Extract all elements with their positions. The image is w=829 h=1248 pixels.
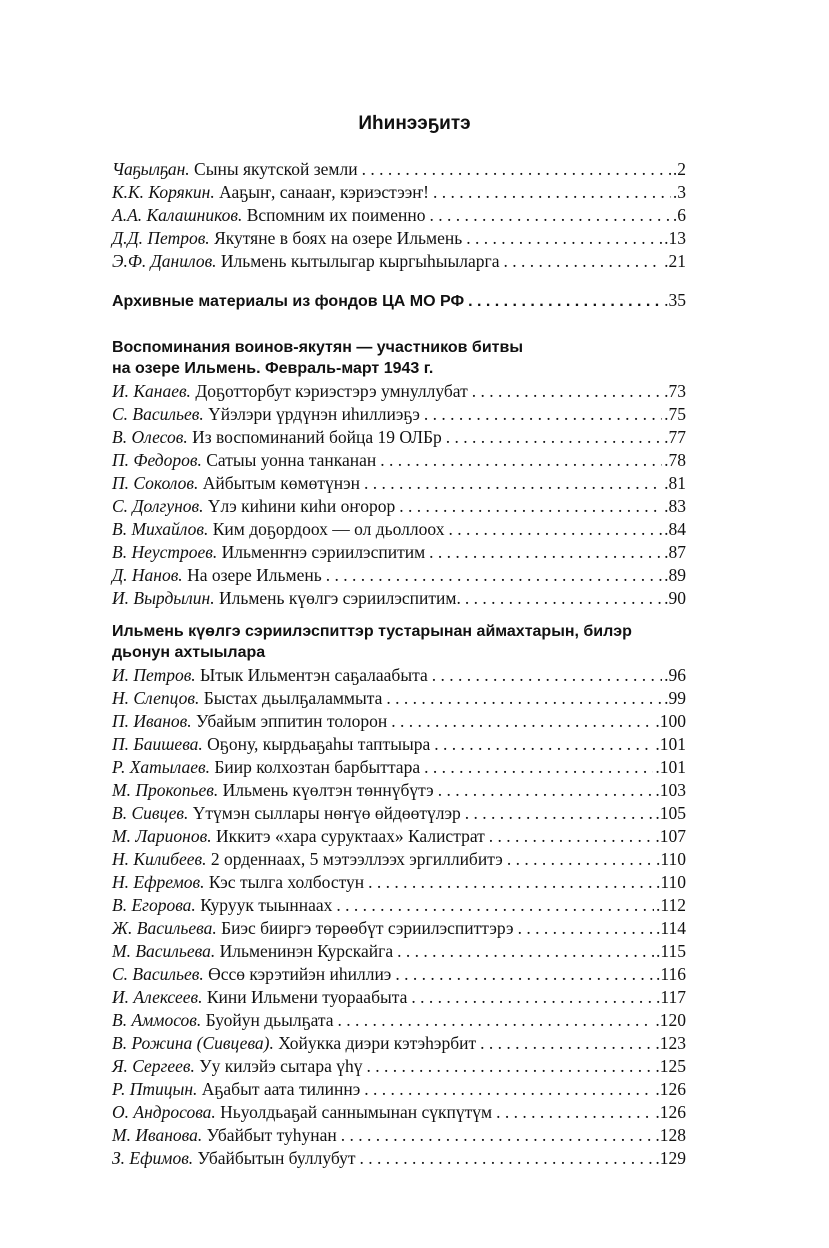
toc-entry (112, 403, 686, 426)
toc-entry (112, 587, 686, 610)
toc-entry (112, 779, 686, 802)
toc-entry (112, 894, 686, 917)
leader-dots (337, 1124, 654, 1147)
entry-page: .21 (664, 251, 686, 271)
leader-dots (358, 158, 671, 181)
section1-heading (112, 337, 686, 379)
entry-title (112, 825, 485, 848)
toc-entry (112, 687, 686, 710)
entry-title (112, 1032, 476, 1055)
entry-title (112, 495, 395, 518)
entry-author: Р. Птицын. (112, 1079, 198, 1099)
entry-text: Ильмень күөлтэн төннүбүтэ (222, 780, 434, 800)
toc-entry (112, 564, 686, 587)
entry-text: Аҕабыт аата тилиннэ (201, 1079, 361, 1099)
entry-author: М. Иванова. (112, 1125, 203, 1145)
entry-text: Ким доҕордоох — ол дьоллоох (212, 519, 445, 539)
entry-text: Буойун дьылҕата (205, 1010, 334, 1030)
entry-author: В. Олесов. (112, 427, 188, 447)
toc-entry (112, 204, 686, 227)
entry-title (112, 181, 429, 204)
entry-page: .123 (655, 1033, 686, 1053)
entry-page: .89 (664, 565, 686, 585)
entry-author: З. Ефимов. (112, 1148, 194, 1168)
entry-title (112, 848, 503, 871)
entry-page: .110 (656, 872, 686, 892)
entry-text: Якутяне в боях на озере Ильмень (214, 228, 463, 248)
entry-author: Ж. Васильева. (112, 918, 217, 938)
entry-title (112, 917, 514, 940)
page-title: Иһинээҕитэ (358, 113, 471, 134)
entry-author: В. Аммосов. (112, 1010, 202, 1030)
entry-page: .6 (672, 205, 686, 225)
leader-dots (362, 1055, 653, 1078)
entry-page: .128 (655, 1125, 686, 1145)
entry-page: .77 (664, 427, 686, 447)
entry-title (112, 1009, 334, 1032)
entry-page: .129 (655, 1148, 686, 1168)
leader-dots (462, 227, 662, 250)
entry-title (112, 733, 430, 756)
entry-text: Ньуолдьаҕай саннымынан сүкпүтүм (220, 1102, 493, 1122)
entry-text: Үлэ киһини киһи оҥорор (207, 496, 396, 516)
entry-title (112, 1101, 492, 1124)
entry-page: .115 (656, 941, 686, 961)
entry-author: М. Ларионов. (112, 826, 212, 846)
entry-author: В. Неустроев. (112, 542, 218, 562)
leader-dots (503, 848, 654, 871)
section1-heading-line1: Воспоминания воинов-якутян — участников битвы (112, 339, 523, 356)
entry-text: Оҕону, кырдьаҕаһы таптыыра (207, 734, 431, 754)
entry-author: М. Васильева. (112, 941, 216, 961)
leader-dots (468, 380, 662, 403)
entry-text: Убайбытын буллубут (197, 1148, 356, 1168)
entry-page: .101 (655, 757, 686, 777)
entry-text: Ильменҥнэ сэриилэспитим (221, 542, 426, 562)
intro-list (112, 158, 686, 273)
toc-entry (112, 1055, 686, 1078)
entry-page: .84 (664, 519, 686, 539)
leader-dots (360, 472, 662, 495)
entry-page: .78 (664, 450, 686, 470)
entry-title (112, 802, 461, 825)
entry-author: Н. Слепцов. (112, 688, 200, 708)
entry-author: А.А. Калашников. (112, 205, 243, 225)
entry-text: Доҕотторбут кэриэстэрэ умнуллубат (195, 381, 468, 401)
toc-entry (112, 449, 686, 472)
entry-author: Чаҕылҕан. (112, 159, 190, 179)
entry-title (112, 963, 391, 986)
entry-text: Убайбыт туһунан (206, 1125, 337, 1145)
leader-dots (464, 290, 662, 313)
entry-page: .90 (664, 588, 686, 608)
toc-entry (112, 756, 686, 779)
entry-title (112, 710, 387, 733)
section2-heading-line1: Ильмень күөлгэ сэриилэспиттэр тустарынан аймахтарын, билэр (112, 623, 632, 640)
entry-text: Кэс тылга холбостун (208, 872, 365, 892)
entry-text: Сыны якутской земли (194, 159, 358, 179)
entry-page: .35 (664, 290, 686, 310)
toc-entry (112, 986, 686, 1009)
entry-page: .126 (655, 1102, 686, 1122)
entry-page: .114 (656, 918, 686, 938)
entry-title (112, 403, 420, 426)
entry-title (112, 894, 332, 917)
leader-dots (476, 1032, 653, 1055)
entry-author: Р. Хатылаев. (112, 757, 210, 777)
leader-dots (387, 710, 653, 733)
toc-entry (112, 802, 686, 825)
entry-text: Хойукка диэри кэтэһэрбит (278, 1033, 477, 1053)
entry-title (112, 472, 360, 495)
section1 (112, 337, 686, 610)
leader-dots (420, 756, 653, 779)
leader-dots (395, 495, 662, 518)
entry-author: О. Андросова. (112, 1102, 216, 1122)
leader-dots (393, 940, 654, 963)
toc-entry (112, 289, 686, 312)
entry-text: Из воспоминаний бойца 19 ОЛБр (192, 427, 442, 447)
leader-dots (461, 587, 662, 610)
leader-dots (425, 541, 662, 564)
entry-title (112, 541, 425, 564)
toc-entry (112, 1009, 686, 1032)
leader-dots (499, 250, 662, 273)
toc-entry (112, 917, 686, 940)
entry-text: Ааҕыҥ, санааҥ, кэриэстээҥ! (219, 182, 430, 202)
entry-page: .125 (655, 1056, 686, 1076)
entry-author: Н. Ефремов. (112, 872, 205, 892)
toc-entry (112, 426, 686, 449)
section2-heading-line2: дьонун ахтыылара (112, 644, 266, 661)
entry-text: Ильмень күөлгэ сэриилэспитим. (218, 588, 461, 608)
entry-title (112, 518, 444, 541)
entry-text: Ытык Ильментэн саҕалаабыта (200, 665, 428, 685)
archive-entry-block (112, 289, 686, 312)
entry-text: Ильменинэн Курскайга (219, 941, 394, 961)
leader-dots (382, 687, 662, 710)
leader-dots (429, 181, 671, 204)
entry-text: Куруук тыыннаах (200, 895, 333, 915)
entry-author: В. Рожина (Сивцева). (112, 1033, 274, 1053)
entry-text: Уу килэйэ сытара үһү (199, 1056, 363, 1076)
entry-page: .3 (672, 182, 686, 202)
entry-page: .105 (655, 803, 686, 823)
toc-entry (112, 733, 686, 756)
leader-dots (426, 204, 671, 227)
entry-title (112, 449, 376, 472)
entry-text: Үйэлэри үрдүнэн иһиллиэҕэ (208, 404, 420, 424)
entry-page: .126 (655, 1079, 686, 1099)
toc-entry (112, 1032, 686, 1055)
entry-text: Үтүмэн сыллары нөҥүө өйдөөтүлэр (192, 803, 461, 823)
toc-entry (112, 825, 686, 848)
entry-page: .81 (664, 473, 686, 493)
leader-dots (430, 733, 653, 756)
toc-entry (112, 250, 686, 273)
leader-dots (420, 403, 662, 426)
entry-page: .13 (664, 228, 686, 248)
entry-page: .116 (656, 964, 686, 984)
entry-text: Ильмень кытылыгар кыргыһыыларга (220, 251, 500, 271)
toc-entry (112, 227, 686, 250)
entry-author: Э.Ф. Данилов. (112, 251, 217, 271)
entry-author: П. Иванов. (112, 711, 192, 731)
leader-dots (332, 894, 654, 917)
entry-title (112, 1055, 362, 1078)
entry-text: На озере Ильмень (187, 565, 322, 585)
entry-author: П. Баишева. (112, 734, 203, 754)
entry-title (112, 1078, 360, 1101)
entry-text: Өссө кэрэтийэн иһиллиэ (208, 964, 392, 984)
entry-page: .117 (656, 987, 686, 1007)
section1-list (112, 380, 686, 610)
entry-title: Архивные материалы из фондов ЦА МО РФ (112, 293, 465, 310)
leader-dots (376, 449, 662, 472)
entry-author: В. Егорова. (112, 895, 196, 915)
toc-entry (112, 1147, 686, 1170)
entry-title (112, 250, 499, 273)
toc-entry (112, 1078, 686, 1101)
entry-author: И. Канаев. (112, 381, 191, 401)
entry-author: В. Сивцев. (112, 803, 189, 823)
section2-heading (112, 621, 686, 663)
toc-entry (112, 541, 686, 564)
toc-entry (112, 1124, 686, 1147)
entry-title (112, 227, 462, 250)
leader-dots (434, 779, 654, 802)
entry-title (112, 664, 428, 687)
entry-page: .73 (664, 381, 686, 401)
entry-author: П. Федоров. (112, 450, 202, 470)
toc-entry (112, 1101, 686, 1124)
entry-author: П. Соколов. (112, 473, 199, 493)
entry-author: И. Вырдылин. (112, 588, 215, 608)
entry-author: С. Долгунов. (112, 496, 204, 516)
toc-entry (112, 940, 686, 963)
leader-dots (442, 426, 662, 449)
entry-title (112, 687, 382, 710)
toc-entry (112, 158, 686, 181)
entry-page: .107 (655, 826, 686, 846)
entry-author: С. Васильев. (112, 404, 204, 424)
entry-page: .100 (655, 711, 686, 731)
leader-dots (492, 1101, 653, 1124)
toc-entry (112, 495, 686, 518)
leader-dots (364, 871, 654, 894)
entry-text: Сатыы уонна танканан (206, 450, 377, 470)
entry-title (112, 158, 358, 181)
toc-entry (112, 710, 686, 733)
entry-author: Н. Килибеев. (112, 849, 207, 869)
leader-dots (444, 518, 662, 541)
entry-author: Д. Нанов. (112, 565, 183, 585)
toc-entry (112, 963, 686, 986)
entry-text: Убайым эппитин толорон (196, 711, 388, 731)
entry-title (112, 564, 322, 587)
leader-dots (485, 825, 654, 848)
entry-author: М. Прокопьев. (112, 780, 219, 800)
toc-entry (112, 181, 686, 204)
toc-entry (112, 848, 686, 871)
entry-text: Иккитэ «хара суруктаах» Калистрат (215, 826, 485, 846)
entry-title (112, 204, 426, 227)
entry-title (112, 1124, 337, 1147)
entry-title (112, 779, 434, 802)
toc-entry (112, 472, 686, 495)
entry-text: Быстах дьылҕаламмыта (203, 688, 383, 708)
entry-page: .120 (655, 1010, 686, 1030)
entry-title (112, 426, 442, 449)
entry-text: Биир колхозтан барбыттара (214, 757, 421, 777)
leader-dots (461, 802, 654, 825)
entry-title (112, 986, 407, 1009)
entry-text: 2 орденнаах, 5 мэтээллээх эргиллибитэ (210, 849, 503, 869)
entry-author: В. Михайлов. (112, 519, 209, 539)
entry-title (112, 756, 420, 779)
leader-dots (360, 1078, 653, 1101)
entry-page: .87 (664, 542, 686, 562)
entry-text: Биэс бииргэ төрөөбүт сэриилэспиттэрэ (221, 918, 514, 938)
leader-dots (322, 564, 662, 587)
entry-title (112, 1147, 356, 1170)
leader-dots (514, 917, 654, 940)
entry-page: .83 (664, 496, 686, 516)
entry-title (112, 380, 468, 403)
entry-text: Айбытым көмөтүнэн (202, 473, 360, 493)
toc-entry (112, 380, 686, 403)
toc-entry (112, 664, 686, 687)
entry-page: .103 (655, 780, 686, 800)
entry-title (112, 871, 364, 894)
entry-page: .110 (656, 849, 686, 869)
section2 (112, 621, 686, 1170)
section2-list (112, 664, 686, 1170)
entry-author: Я. Сергеев. (112, 1056, 195, 1076)
leader-dots (407, 986, 654, 1009)
toc-entry (112, 518, 686, 541)
entry-text: Вспомним их поименно (246, 205, 426, 225)
entry-author: И. Петров. (112, 665, 196, 685)
entry-author: Д.Д. Петров. (112, 228, 210, 248)
leader-dots (428, 664, 662, 687)
entry-page: .101 (655, 734, 686, 754)
entry-text: Кини Ильмени туораабыта (206, 987, 408, 1007)
entry-author: С. Васильев. (112, 964, 204, 984)
leader-dots (391, 963, 654, 986)
entry-author: И. Алексеев. (112, 987, 203, 1007)
entry-page: .96 (664, 665, 686, 685)
entry-author: К.К. Корякин. (112, 182, 215, 202)
entry-page: .99 (664, 688, 686, 708)
leader-dots (356, 1147, 654, 1170)
entry-page: .112 (656, 895, 686, 915)
entry-title (112, 940, 393, 963)
entry-page: .2 (672, 159, 686, 179)
toc-entry (112, 871, 686, 894)
entry-page: .75 (664, 404, 686, 424)
entry-title (112, 587, 461, 610)
section1-heading-line2: на озере Ильмень. Февраль-март 1943 г. (112, 360, 434, 377)
leader-dots (334, 1009, 654, 1032)
